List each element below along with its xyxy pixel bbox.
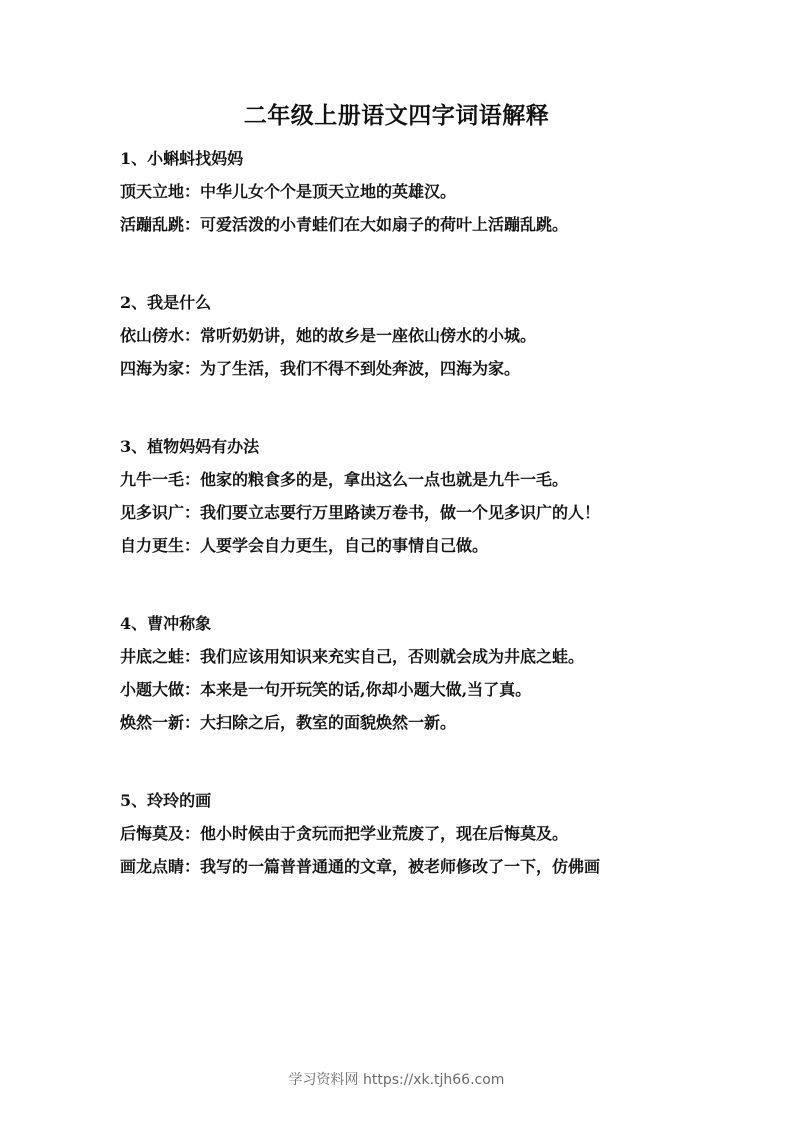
idiom-entry: 自力更生：人要学会自力更生，自己的事情自己做。 [120, 536, 489, 555]
idiom-entry: 井底之蛙：我们应该用知识来充实自己，否则就会成为井底之蛙。 [120, 647, 585, 666]
section-heading: 1、小蝌蚪找妈妈 [120, 149, 244, 168]
section-2 [120, 289, 720, 383]
idiom-entry: 四海为家：为了生活，我们不得不到处奔波，四海为家。 [120, 359, 521, 378]
section-heading: 5、玲玲的画 [120, 791, 212, 810]
section-heading: 4、曹冲称象 [120, 614, 212, 633]
page-title: 二年级上册语文四字词语解释 [243, 102, 550, 129]
idiom-entry: 小题大做：本来是一句开玩笑的话,你却小题大做,当了真。 [120, 680, 532, 699]
section-5 [120, 787, 720, 881]
idiom-entry: 后悔莫及：他小时候由于贪玩而把学业荒废了，现在后悔莫及。 [120, 824, 569, 843]
section-heading: 3、植物妈妈有办法 [120, 437, 260, 456]
section-heading: 2、我是什么 [120, 293, 212, 312]
section-1 [120, 145, 720, 239]
idiom-entry: 九牛一毛：他家的粮食多的是，拿出这么一点也就是九牛一毛。 [120, 470, 569, 489]
idiom-entry: 依山傍水：常听奶奶讲，她的故乡是一座依山傍水的小城。 [120, 326, 537, 345]
idiom-entry: 活蹦乱跳：可爱活泼的小青蛙们在大如扇子的荷叶上活蹦乱跳。 [120, 215, 569, 234]
idiom-entry: 顶天立地：中华儿女个个是顶天立地的英雄汉。 [120, 182, 457, 201]
section-4 [120, 610, 720, 737]
idiom-entry: 画龙点睛：我写的一篇普普通通的文章，被老师修改了一下，仿佛画 [120, 857, 601, 876]
idiom-entry: 见多识广：我们要立志要行万里路读万卷书，做一个见多识广的人！ [120, 503, 601, 522]
idiom-entry: 焕然一新：大扫除之后，教室的面貌焕然一新。 [120, 713, 457, 732]
footer-watermark: 学习资料网 https://xk.tjh66.com [288, 1072, 505, 1088]
section-3 [120, 433, 720, 560]
document-body [120, 145, 720, 881]
